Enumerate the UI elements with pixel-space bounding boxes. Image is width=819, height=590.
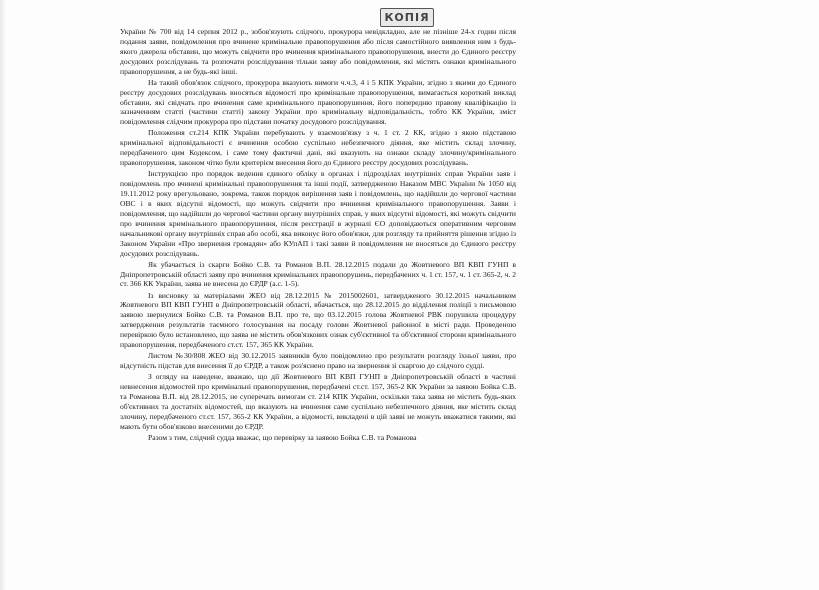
paragraph-7: Листом №30/808 ЖЕО від 30.12.2015 заявників було повідомлено про результати розгляду їхньої заяви, про відсутність підстав для внесення її до ЄРДР, а також роз'яснено право на звернення зі скаргою до слідчого судді. xyxy=(120,351,516,371)
copy-stamp: КОПІЯ xyxy=(380,8,434,27)
paragraph-1: України № 700 від 14 серпня 2012 р., зобов'язують слідчого, прокурора невідкладно, але не пізніше 24-х годин після подання заяви, повідомлення про вчинене кримінальне правопорушення або після самостійного виявлення ним з будь-якого джерела обставин, що можуть свідчити про вчинення кримінального правопорушення, внести до Єдиного реєстру досудових розслідувань та розпочати розслідування тільки заяву або повідомлення, які містять ознаки кримінального правопорушення, а не будь-які інші. xyxy=(120,27,516,76)
paragraph-6: Із висновку за матеріалами ЖЕО від 28.12.2015 № 2015002601, затвердженого 30.12.2015 начальником Жовтневого ВП КВП ГУНП в Дніпропетровській області, вбачається, що 28.12.2015 до відділення поліції з письмовою заявою звернулися Бойко С.В. та Романов В.П. про те, що 03.12.2015 голова Жовтневої РВК порушила процедуру затвердження результатів таємного голосування на посаду голови Жовтневої районної в місті ради. Проведеною перевіркою було встановлено, що заява не містить обов'язкових ознак суб'єктивної та об'єктивної сторони кримінального правопорушення, передбаченого ст.ст. 157, 365 КК України. xyxy=(120,290,516,350)
paragraph-8: З огляду на наведене, вважаю, що дії Жовтневого ВП КВП ГУНП в Дніпропетровській області в частині невнесення відомостей про кримінальні правопорушення, передбачені ст.ст. 157, 365-2 КК України за заявою Бойка С.В. та Романова В.П. від 28.12.2015, не суперечать вимогам ст. 214 КПК України, оскільки така заява не містить будь-яких об'єктивних та достатніх відомостей, що вказують на вчинення саме суспільно небезпечного діяння, яке містить склад злочину, передбаченого ст.ст. 157, 365-2 КК України, а відомості, викладені в цій заяві не можуть вважатися такими, які мають бути обов'язково внесеними до ЄРДР. xyxy=(120,372,516,431)
scan-shadow xyxy=(0,0,6,590)
document-body xyxy=(120,27,516,444)
paragraph-3: Положення ст.214 КПК України перебувають у взаємозв'язку з ч. 1 ст. 2 КК, згідно з якою підставою кримінальної відповідальності є вчинення особою суспільно небезпечного діяння, яке містить склад злочину, передбаченого цим Кодексом, і саме тому фактичні дані, які вказують на ознаки складу злочину/кримінального правопорушення, законом чітко були критерієм внесення його до Єдиного реєстру досудових розслідувань. xyxy=(120,128,516,168)
paragraph-2: На такий обов'язок слідчого, прокурора вказують вимоги ч.ч.3, 4 і 5 КПК України, згідно з якими до Єдиного реєстру досудових розслідувань вносяться відомості про кримінальне правопорушення, вимагається короткий виклад обставин, які свідчать про вчинення саме кримінального правопорушення, його попередню правову кваліфікацію із зазначенням статті (частини статті) закону України про кримінальну відповідальність, тобто КК України, зміст повідомлення слідчим прокурора про підстави початку досудового розслідування. xyxy=(120,77,516,127)
paragraph-9: Разом з тим, слідчий судда вважає, що перевірку за заявою Бойка С.В. та Романова xyxy=(148,432,417,442)
paragraph-5: Як убачається із скарги Бойко С.В. та Романов В.П. 28.12.2015 подали до Жовтневого ВП КВП ГУНП в Дніпропетровській області заяву про вчинення кримінальних правопорушень, передбачених ч. 1 ст. 157, ч. 1 ст. 365-2, ч. 2 ст. 366 КК України, заява не внесена до ЄРДР (а.с. 1-5). xyxy=(120,259,516,289)
paragraph-4: Інструкцією про порядок ведення єдиного обліку в органах і підрозділах внутрішніх справ України заяв і повідомлень про вчинені кримінальні правопорушення та інші події, затвердженою Наказом МВС України № 1050 від 19.11.2012 року врегульовано, зокрема, також порядок вирішення заяв і повідомлень, що надійшли до чергової частини ОВС і в яких відсутні відомості, що можуть свідчити про вчинення кримінального правопорушення. Заяви і повідомлення, що надійшли до чергової частини органу внутрішніх справ, у яких відсутні відомості, які можуть свідчити про вчинення кримінального правопорушення, після реєстрації в журналі ЄО доповідаються оперативним черговим начальникові органу внутрішніх справ або особі, яка виконує його обов'язки, для розгляду та прийняття рішення згідно із Законом України «Про звернення громадян» або КУпАП і такі заяви й повідомлення не вносяться до Єдиного реєстру досудових розслідувань. xyxy=(120,169,516,258)
